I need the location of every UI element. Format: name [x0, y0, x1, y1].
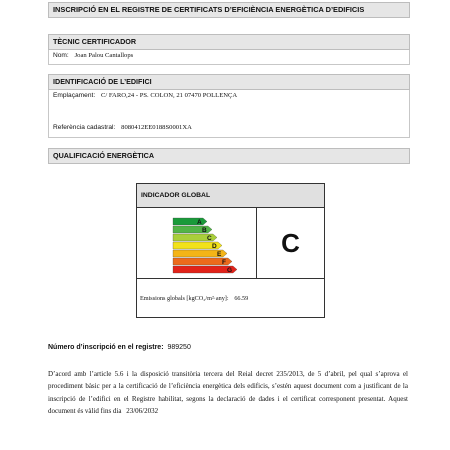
energy-class-letter-b: B [202, 226, 207, 234]
nom-label: Nom: [53, 52, 69, 59]
emissions-value: 66.59 [234, 295, 249, 302]
energy-class-bar-a [173, 218, 207, 225]
valid-date: 23/06/2032 [126, 406, 159, 415]
emplacament-value: C/ FARO,24 - PS. COLON, 21 07470 POLLENÇA [101, 92, 238, 99]
registre-paragraph [48, 368, 408, 417]
document-title: INSCRIPCIÓ EN EL REGISTRE DE CERTIFICATS D’EFICIÈNCIA ENERGÈTICA D’EDIFICIS [48, 2, 410, 18]
energy-class-letter-g: G [227, 266, 233, 274]
energy-scale-panel [137, 208, 257, 278]
registre-number-value: 989250 [167, 344, 191, 351]
emissions-label: Emissions globals [kgCO₂/m²·any]: [140, 295, 229, 302]
registre-number-line [48, 344, 191, 351]
emissions-row [137, 278, 324, 317]
registre-number-label: Número d’inscripció en el registre: [48, 344, 164, 351]
energy-class-letter-d: D [212, 242, 217, 250]
energy-class-letter-e: E [217, 250, 222, 258]
registre-paragraph-text: D’acord amb l’article 5.6 i la disposició transitòria tercera del Reial decret 235/2013, de 5 d’abril, pel qual s’aprova el procediment bàsic per a la certificació de l’eficiència energètica dels edificis, s’estén aquest document com a justificant de la inscripció de l’edifici en el Registre habilitat, segons la declaració de dades i el certificat corresponent presentat. Aquest document és vàlid fins dia [48, 370, 408, 415]
section-qualificacio-title: QUALIFICACIÓ ENERGÈTICA [48, 148, 410, 164]
energy-class-letter-f: F [222, 258, 226, 266]
energy-indicator-box [136, 183, 325, 318]
rating-panel [257, 208, 324, 278]
nom-row [48, 50, 410, 65]
section-edifici-title: IDENTIFICACIÓ DE L’EDIFICI [48, 74, 410, 90]
emplacament-row [48, 90, 410, 122]
energy-rating-letter: C [281, 228, 300, 258]
energy-class-letter-c: C [207, 234, 212, 242]
emplacament-label: Emplaçament: [53, 92, 96, 99]
energy-class-letter-a: A [197, 218, 202, 226]
indicator-title: INDICADOR GLOBAL [137, 184, 324, 208]
nom-value: Joan Palou Cantallops [74, 52, 134, 59]
section-tecnic-title: TÈCNIC CERTIFICADOR [48, 34, 410, 50]
referencia-label: Referència cadastral: [53, 124, 116, 131]
referencia-row [48, 122, 410, 138]
referencia-value: 8080412EE0188S0001XA [121, 124, 192, 131]
energy-scale [137, 208, 256, 278]
